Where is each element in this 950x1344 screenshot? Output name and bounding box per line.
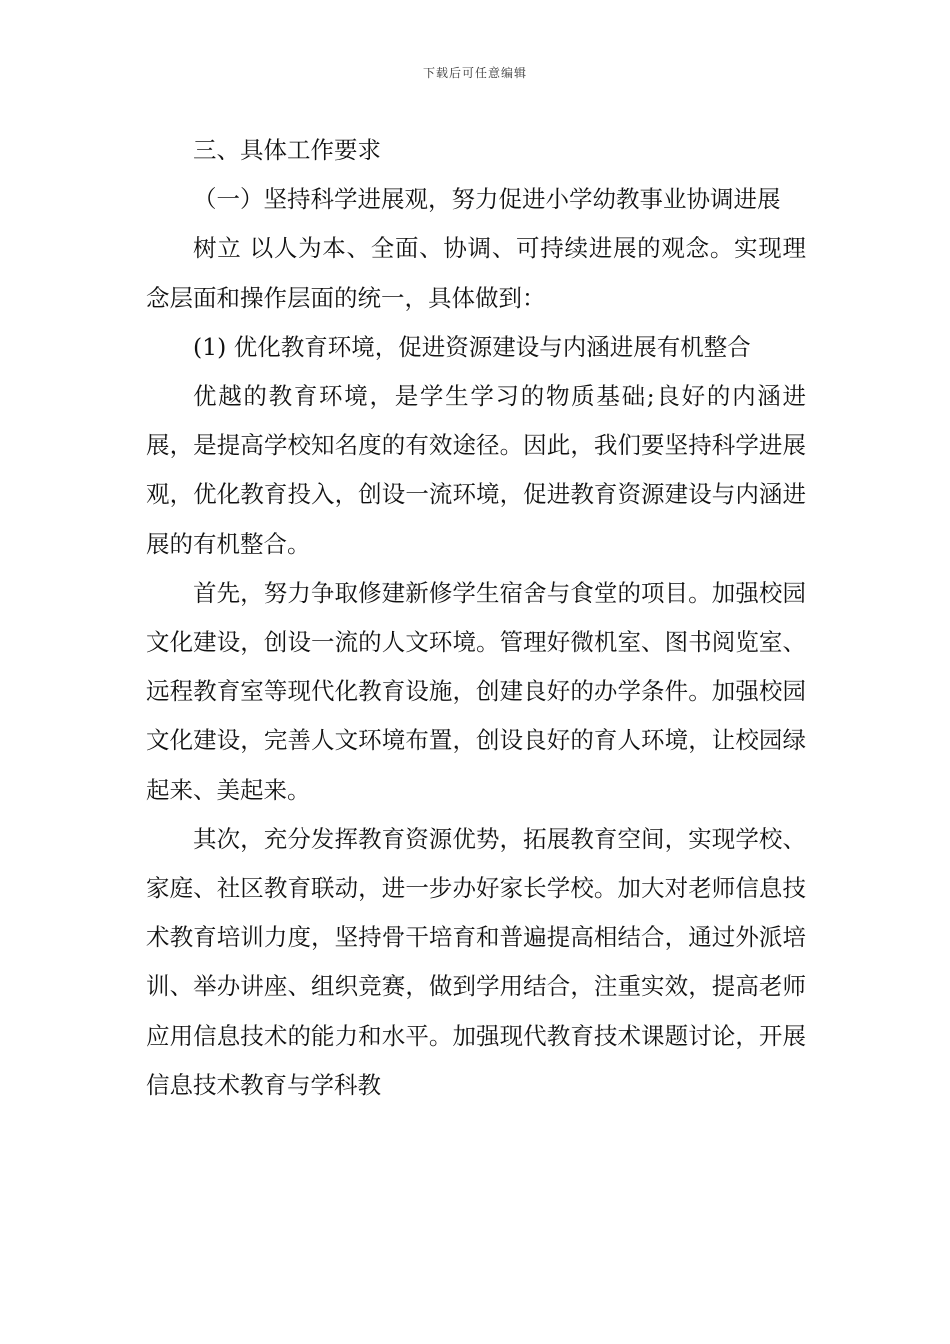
document-body xyxy=(146,126,806,1110)
section-heading: 三、具体工作要求 xyxy=(193,136,381,164)
body-paragraph: 首先，努力争取修建新修学生宿舍与食堂的项目。加强校园文化建设，创设一流的人文环境。管理好微机室、图书阅览室、远程教育室等现代化教育设施，创建良好的办学条件。加强校园文化建设，完善人文环境布置，创设良好的育人环境，让校园绿起来、美起来。 xyxy=(146,578,806,804)
subsection-heading: （一）坚持科学进展观，努力促进小学幼教事业协调进展 xyxy=(193,185,781,214)
body-paragraph: 优越的教育环境，是学生学习的物质基础;良好的内涵进展，是提高学校知名度的有效途径。因此，我们要坚持科学进展观，优化教育投入，创设一流环境，促进教育资源建设与内涵进展的有机整合。 xyxy=(146,382,806,558)
body-paragraph: 树立 以人为本、全面、协调、可持续进展的观念。实现理念层面和操作层面的统一，具体做到： xyxy=(146,234,806,312)
item-heading: (1) 优化教育环境，促进资源建设与内涵进展有机整合 xyxy=(193,332,751,361)
body-paragraph: 其次，充分发挥教育资源优势，拓展教育空间，实现学校、家庭、社区教育联动，进一步办好家长学校。加大对老师信息技术教育培训力度，坚持骨干培育和普遍提高相结合，通过外派培训、举办讲座、组织竞赛，做到学用结合，注重实效，提高老师应用信息技术的能力和水平。加强现代教育技术课题讨论，开展信息技术教育与学科教 xyxy=(146,824,806,1099)
page-header-note: 下载后可任意编辑 xyxy=(422,66,527,80)
